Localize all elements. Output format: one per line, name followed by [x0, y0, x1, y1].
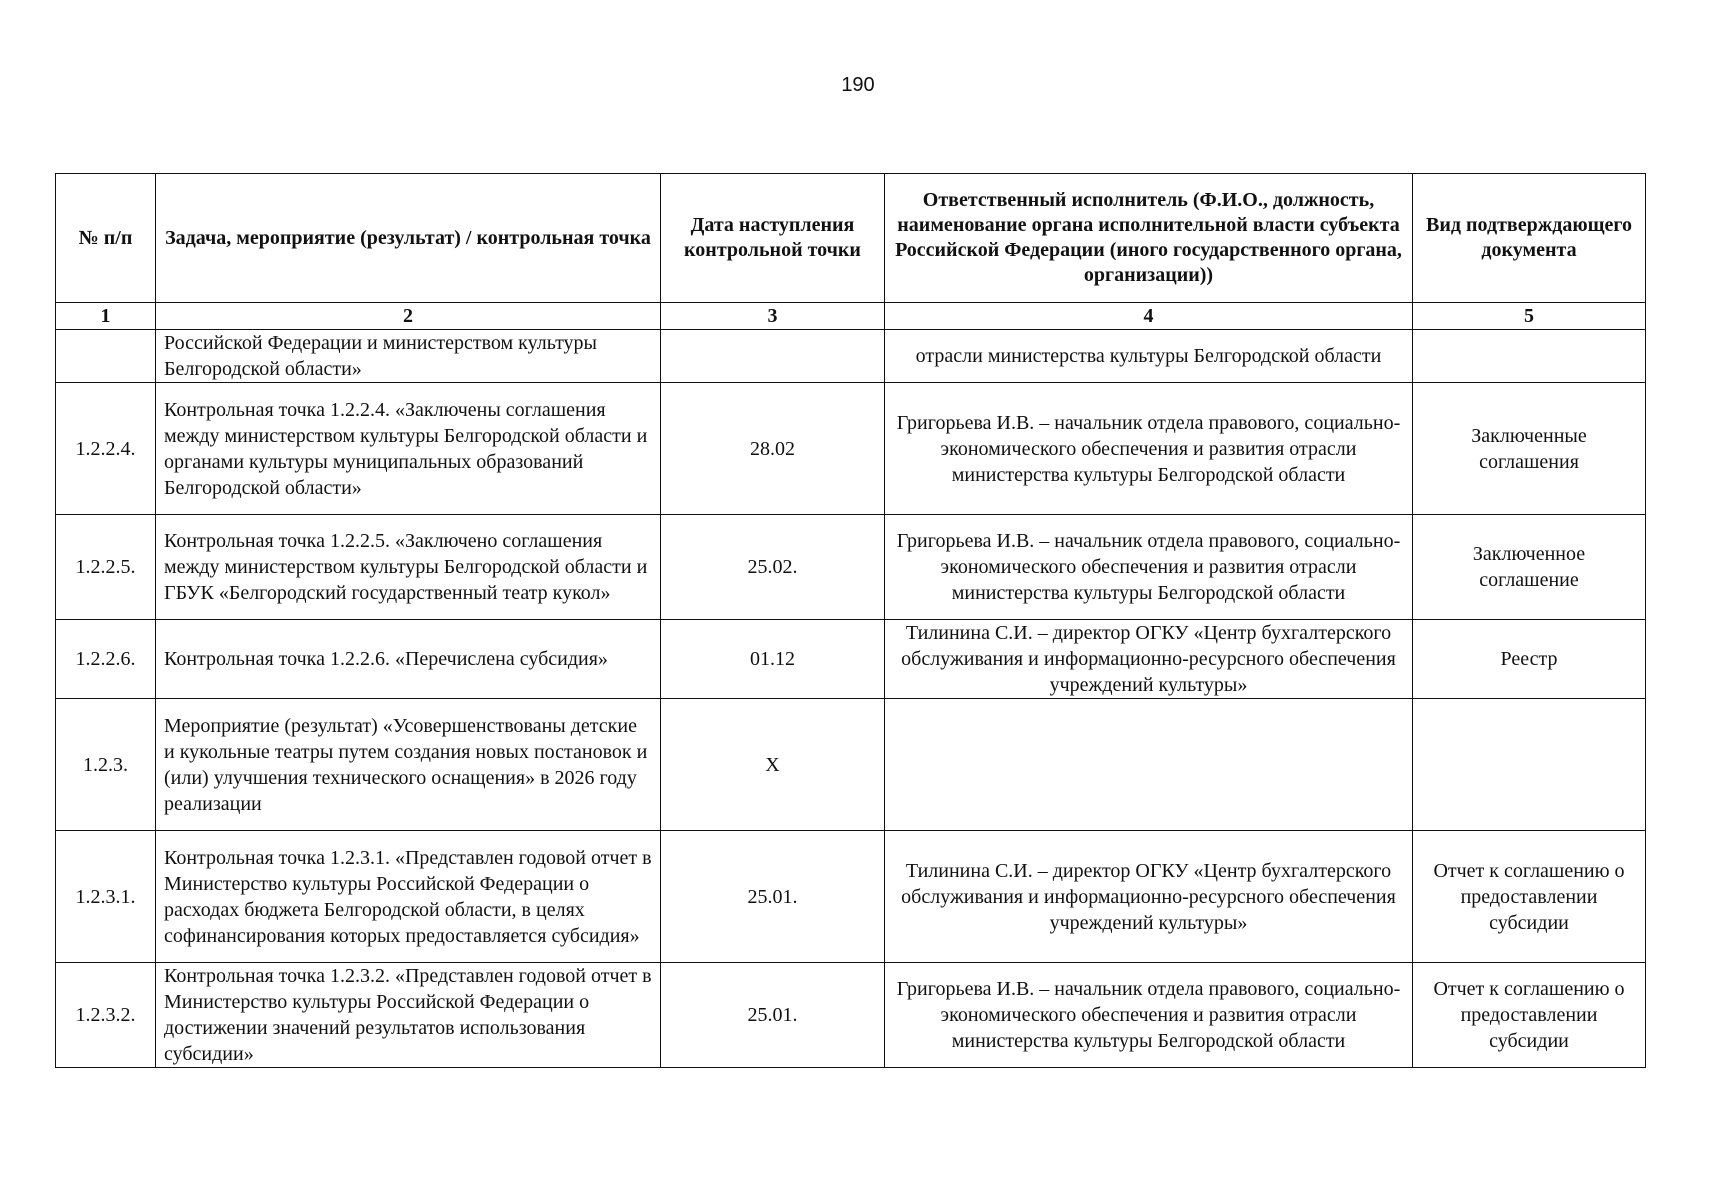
row-task: Российской Федерации и министерством культуры Белгородской области»	[156, 330, 661, 383]
page-number: 190	[841, 74, 875, 96]
row-document: Отчет к соглашению о предоставлении субсидии	[1413, 831, 1646, 963]
row-number: 1.2.2.4.	[56, 383, 156, 515]
row-responsible: Тилинина С.И. – директор ОГКУ «Центр бухгалтерского обслуживания и информационно-ресурсного обеспечения учреждений культуры»	[885, 831, 1413, 963]
row-responsible: Тилинина С.И. – директор ОГКУ «Центр бухгалтерского обслуживания и информационно-ресурсного обеспечения учреждений культуры»	[885, 620, 1413, 699]
table-row	[56, 963, 1646, 1068]
row-date: 25.01.	[661, 831, 885, 963]
row-document	[1413, 699, 1646, 831]
row-date: Х	[661, 699, 885, 831]
control-points-table	[55, 173, 1646, 1068]
row-responsible: Григорьева И.В. – начальник отдела правового, социально-экономического обеспечения и развития отрасли министерства культуры Белгородской области	[885, 515, 1413, 620]
row-date: 25.01.	[661, 963, 885, 1068]
column-number-row	[56, 303, 1646, 330]
row-responsible: Григорьева И.В. – начальник отдела правового, социально-экономического обеспечения и развития отрасли министерства культуры Белгородской области	[885, 963, 1413, 1068]
row-responsible: Григорьева И.В. – начальник отдела правового, социально-экономического обеспечения и развития отрасли министерства культуры Белгородской области	[885, 383, 1413, 515]
row-task: Контрольная точка 1.2.2.6. «Перечислена субсидия»	[156, 620, 661, 699]
column-number: 4	[885, 303, 1413, 330]
row-number: 1.2.3.1.	[56, 831, 156, 963]
row-task: Контрольная точка 1.2.2.4. «Заключены соглашения между министерством культуры Белгородской области и органами культуры муниципальных образований Белгородской области»	[156, 383, 661, 515]
table-header-row	[56, 174, 1646, 303]
row-date: 01.12	[661, 620, 885, 699]
column-number: 2	[156, 303, 661, 330]
row-document	[1413, 330, 1646, 383]
header-responsible: Ответственный исполнитель (Ф.И.О., должность, наименование органа исполнительной власти субъекта Российской Федерации (иного государственного органа, организации))	[885, 174, 1413, 303]
row-date: 28.02	[661, 383, 885, 515]
header-date: Дата наступления контрольной точки	[661, 174, 885, 303]
header-task: Задача, мероприятие (результат) / контрольная точка	[156, 174, 661, 303]
header-number: № п/п	[56, 174, 156, 303]
row-document: Заключенные соглашения	[1413, 383, 1646, 515]
column-number: 1	[56, 303, 156, 330]
table-row	[56, 330, 1646, 383]
row-number: 1.2.3.	[56, 699, 156, 831]
table-row	[56, 383, 1646, 515]
table-row	[56, 831, 1646, 963]
column-number: 3	[661, 303, 885, 330]
row-responsible: отрасли министерства культуры Белгородской области	[885, 330, 1413, 383]
table-row	[56, 699, 1646, 831]
row-task: Контрольная точка 1.2.3.1. «Представлен годовой отчет в Министерство культуры Российской Федерации о расходах бюджета Белгородской области, в целях софинансирования которых предоставляется субсидия»	[156, 831, 661, 963]
row-number: 1.2.3.2.	[56, 963, 156, 1068]
column-number: 5	[1413, 303, 1646, 330]
row-task: Контрольная точка 1.2.3.2. «Представлен годовой отчет в Министерство культуры Российской Федерации о достижении значений результатов использования субсидии»	[156, 963, 661, 1068]
table-row	[56, 515, 1646, 620]
row-date: 25.02.	[661, 515, 885, 620]
row-number: 1.2.2.5.	[56, 515, 156, 620]
row-task: Мероприятие (результат) «Усовершенствованы детские и кукольные театры путем создания новых постановок и (или) улучшения технического оснащения» в 2026 году реализации	[156, 699, 661, 831]
row-responsible	[885, 699, 1413, 831]
row-date	[661, 330, 885, 383]
table-row	[56, 620, 1646, 699]
header-document: Вид подтверждающего документа	[1413, 174, 1646, 303]
row-document: Отчет к соглашению о предоставлении субсидии	[1413, 963, 1646, 1068]
row-document: Реестр	[1413, 620, 1646, 699]
row-number	[56, 330, 156, 383]
row-task: Контрольная точка 1.2.2.5. «Заключено соглашения между министерством культуры Белгородской области и ГБУК «Белгородский государственный театр кукол»	[156, 515, 661, 620]
row-number: 1.2.2.6.	[56, 620, 156, 699]
row-document: Заключенное соглашение	[1413, 515, 1646, 620]
